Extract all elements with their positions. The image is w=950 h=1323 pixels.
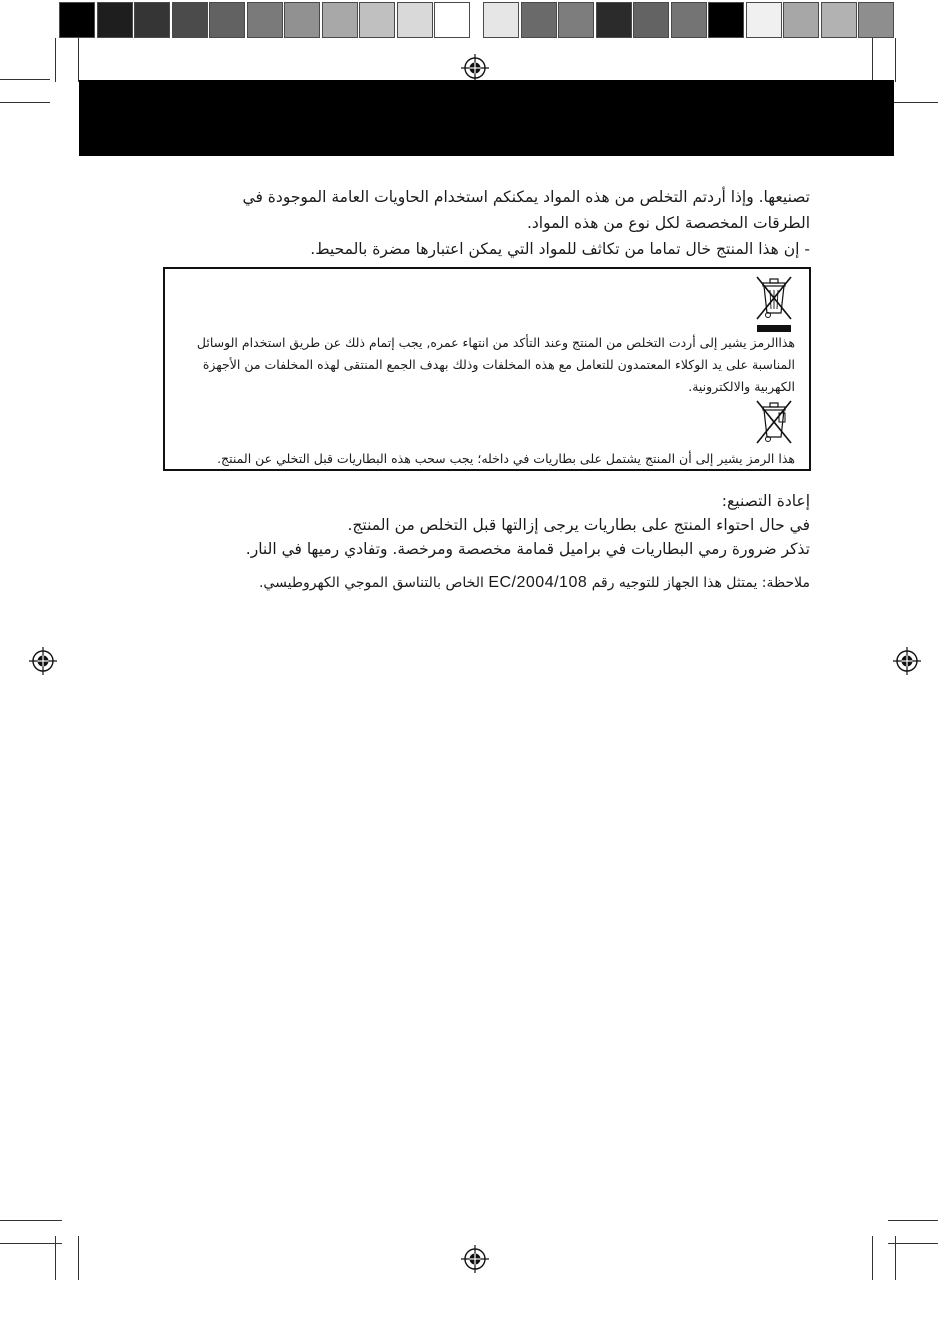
color-swatch [97,2,133,38]
note-prefix: ملاحظة: يمتثل هذا الجهاز للتوجيه رقم [591,575,810,591]
color-swatch [596,2,632,38]
recycling-heading: إعادة التصنيع: [721,492,810,510]
battery-text-line: هذا الرمز يشير إلى أن المنتج يشتمل على بطاريات في داخله؛ يجب سحب هذه البطاريات قبل التخلي عن المنتج. [217,451,795,466]
header-band [79,80,894,156]
note-suffix: الخاص بالتناسق الموجي الكهروطيسي. [258,575,484,591]
color-swatch [746,2,782,38]
registration-mark-icon [461,54,489,82]
color-swatch [359,2,395,38]
color-swatch [671,2,707,38]
color-swatch [247,2,283,38]
color-swatch [59,2,95,38]
registration-mark-icon [29,647,57,675]
color-swatch [821,2,857,38]
recycling-line-1: في حال احتواء المنتج على بطاريات يرجى إزالتها قبل التخلص من المنتج. [347,516,810,534]
registration-mark-icon [461,1245,489,1273]
color-swatch [397,2,433,38]
color-swatch-bar-left [59,2,472,38]
weee-notice-box [163,267,811,471]
color-swatch [783,2,819,38]
intro-line-1: تصنيعها. وإذا أردتم التخلص من هذه المواد يمكنكم استخدام الحاويات العامة الموجودة في [242,188,810,206]
color-swatch [483,2,519,38]
crossed-battery-bin-icon [753,399,795,445]
registration-mark-icon [893,647,921,675]
intro-line-3: - إن هذا المنتج خال تماما من تكاثف للمواد التي يمكن اعتبارها مضرة بالمحيط. [310,240,810,258]
crossed-bin-icon [753,273,795,335]
compliance-note [259,574,810,592]
color-swatch [858,2,894,38]
intro-line-2: الطرقات المخصصة لكل نوع من هذه المواد. [526,214,810,232]
weee-text-line-1: هذاالرمز يشير إلى أردت التخلص من المنتج وعند التأكد من انتهاء عمره, يجب إتمام ذلك عن طريق استخدام الوسائل [196,335,795,350]
color-swatch [558,2,594,38]
color-swatch [434,2,470,38]
recycling-line-2: تذكر ضرورة رمي البطاريات في براميل قمامة مخصصة ومرخصة. وتفادي رميها في النار. [245,540,810,558]
color-swatch [284,2,320,38]
color-swatch [134,2,170,38]
color-swatch-bar-right [483,2,896,38]
color-swatch [209,2,245,38]
color-swatch [521,2,557,38]
color-swatch [633,2,669,38]
weee-text-line-3: الكهربية والالكترونية. [688,379,795,394]
color-swatch [708,2,744,38]
directive-code: EC/2004/108 [488,574,588,591]
weee-text-line-2: المناسبة على يد الوكلاء المعتمدون للتعامل مع هذه المخلفات وذلك بهدف الجمع المنتقى لهذه المخلفات من الأجهزة [202,357,795,372]
color-swatch [172,2,208,38]
color-swatch [322,2,358,38]
